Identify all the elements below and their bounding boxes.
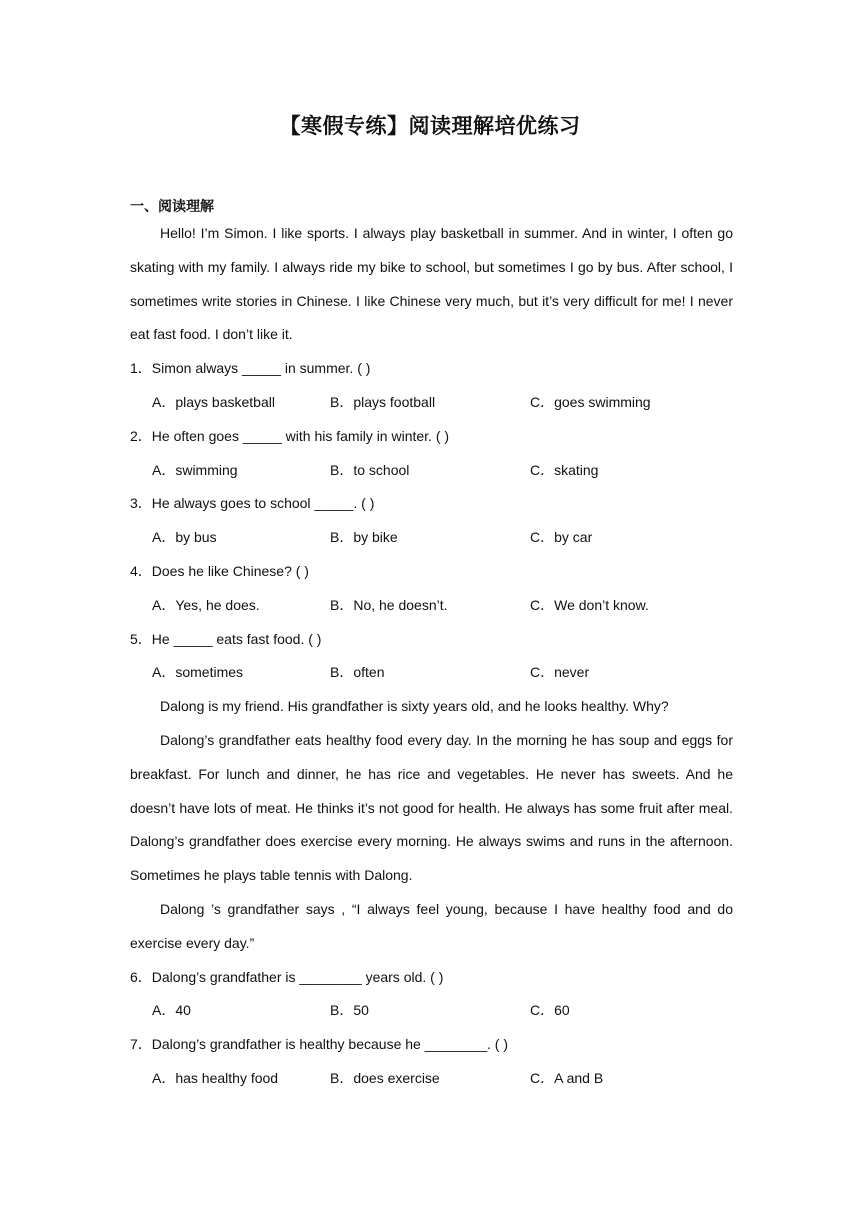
option-b: B．50	[330, 1002, 369, 1019]
option-a: A．sometimes	[152, 664, 244, 681]
question-3: 3．He always goes to school _____. ( )	[130, 495, 375, 512]
question-7: 7．Dalong’s grandfather is healthy because he ________. ( )	[130, 1036, 508, 1053]
option-a: A．by bus	[152, 529, 217, 546]
options-6	[130, 994, 733, 1028]
option-b: B．by bike	[330, 529, 398, 546]
option-b: B．often	[330, 664, 385, 681]
passage-2-body: Dalong’s grandfather eats healthy food every day. In the morning he has soup and eggs for breakfast. For lunch and dinner, he has rice and vegetables. He never has sweets. And he doesn’t have lots of meat. He thinks it’s not good for health. He always has some fruit after meal. Dalong’s grandfather does exercise every morning. He always swims and runs in the afternoon. Sometimes he plays table tennis with Dalong.	[130, 731, 733, 884]
option-c: C．skating	[530, 461, 599, 478]
option-b: B．plays football	[330, 393, 436, 410]
option-c: C．by car	[530, 529, 593, 546]
options-3	[130, 521, 733, 555]
content	[130, 217, 733, 1096]
option-b: B．No, he doesn’t.	[330, 596, 448, 613]
option-c: C．60	[530, 1002, 570, 1019]
option-b: B．does exercise	[330, 1069, 440, 1086]
question-4: 4．Does he like Chinese? ( )	[130, 562, 309, 579]
option-a: A．plays basketball	[152, 393, 275, 410]
question-1: 1．Simon always _____ in summer. ( )	[130, 360, 371, 377]
option-c: C．A and B	[530, 1069, 604, 1086]
passage-2-intro: Dalong is my friend. His grandfather is sixty years old, and he looks healthy. Why?	[160, 698, 669, 715]
options-4	[130, 589, 733, 623]
page-title: 【寒假专练】阅读理解培优练习	[279, 114, 581, 138]
options-7	[130, 1062, 733, 1096]
option-c: C．never	[530, 664, 590, 681]
option-a: A．Yes, he does.	[152, 596, 260, 613]
passage-2-quote: Dalong ’s grandfather says , “I always feel young, because I have healthy food and do exercise every day.”	[130, 900, 733, 951]
question-2: 2．He often goes _____ with his family in winter. ( )	[130, 427, 450, 444]
option-b: B．to school	[330, 461, 410, 478]
passage-1: Hello! I’m Simon. I like sports. I always play basketball in summer. And in winter, I often go skating with my family. I always ride my bike to school, but sometimes I go by bus. After school, I sometimes write stories in Chinese. I like Chinese very much, but it’s very difficult for me! I never eat fast food. I don’t like it.	[130, 225, 733, 343]
question-5: 5．He _____ eats fast food. ( )	[130, 630, 322, 647]
options-5	[130, 656, 733, 690]
option-a: A．swimming	[152, 461, 238, 478]
options-1	[130, 386, 733, 420]
options-2	[130, 454, 733, 488]
question-6: 6．Dalong’s grandfather is ________ years old. ( )	[130, 968, 444, 985]
section-heading: 一、阅读理解	[130, 199, 214, 215]
option-c: C．goes swimming	[530, 393, 651, 410]
option-a: A．has healthy food	[152, 1069, 279, 1086]
option-c: C．We don’t know.	[530, 596, 649, 613]
option-a: A．40	[152, 1002, 191, 1019]
